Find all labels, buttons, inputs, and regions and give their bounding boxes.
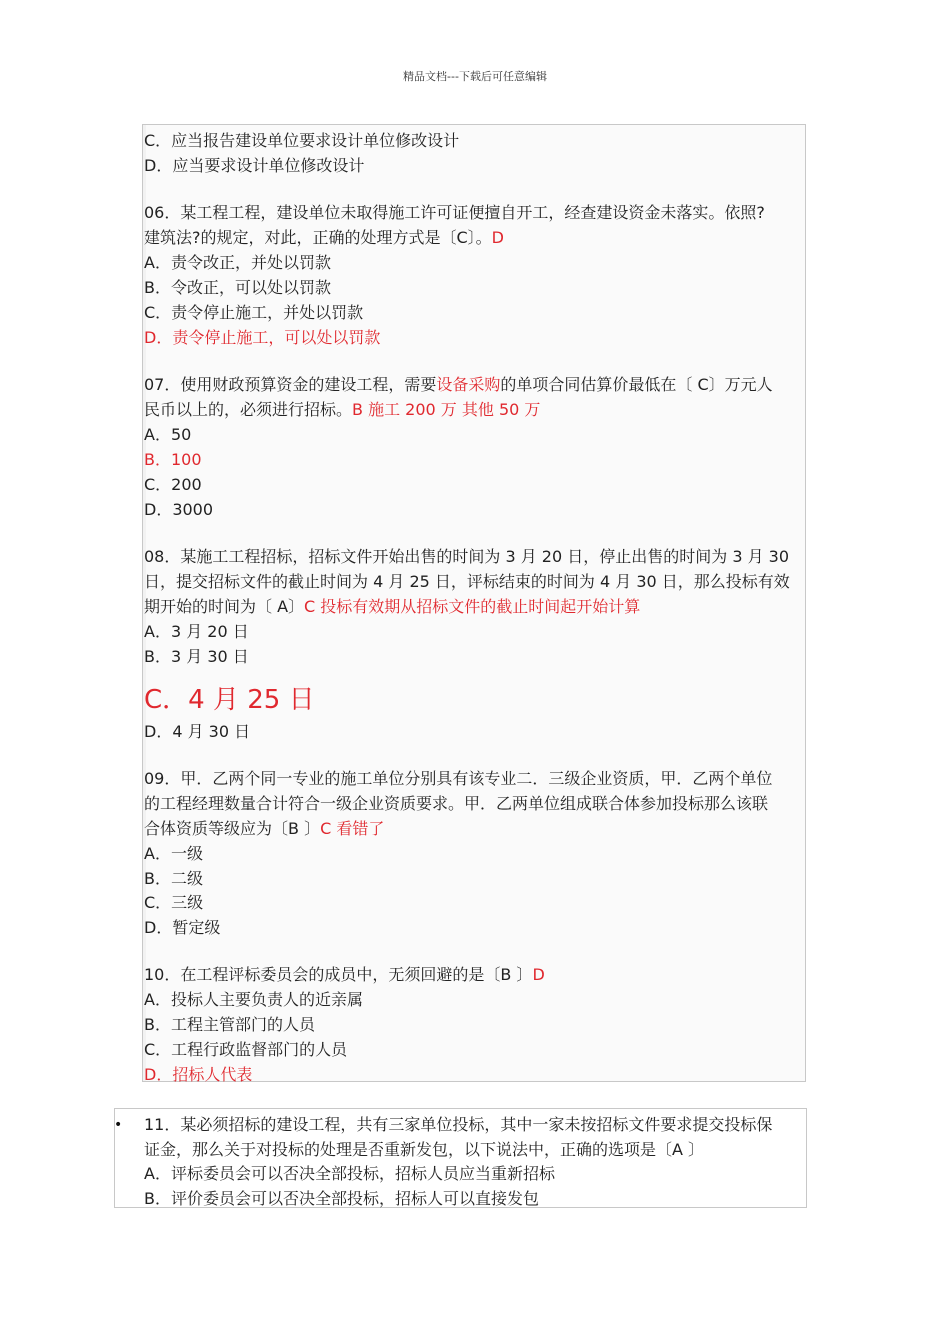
q07-option-c: C．200 — [144, 475, 202, 494]
q06-option-a: A．责令改正，并处以罚款 — [144, 253, 331, 272]
q06-stem-line2: 建筑法?的规定，对此，正确的处理方式是〔C〕。D — [144, 228, 504, 247]
q09-stem-line3: 合体资质等级应为〔B 〕C 看错了 — [144, 819, 385, 838]
q10-option-c: C．工程行政监督部门的人员 — [144, 1040, 348, 1059]
q07-option-d: D．3000 — [144, 500, 214, 519]
q11-option-a: A．评标委员会可以否决全部投标，招标人员应当重新招标 — [144, 1164, 555, 1183]
q09-option-a: A．一级 — [144, 844, 203, 863]
q09-option-c: C．三级 — [144, 893, 204, 912]
q07-stem-line1: 07．使用财政预算资金的建设工程，需要设备采购的单项合同估算价最低在〔 C〕万元人 — [144, 375, 773, 394]
q10-option-d: D．招标人代表 — [144, 1065, 253, 1084]
q10-option-a: A．投标人主要负责人的近亲属 — [144, 990, 363, 1009]
q06-stem-line1: 06．某工程工程，建设单位未取得施工许可证便擅自开工，经查建设资金未落实。依照? — [144, 203, 765, 222]
q08-option-b: B．3 月 30 日 — [144, 647, 249, 666]
q07-option-a: A．50 — [144, 425, 192, 444]
q07-option-b: B．100 — [144, 450, 202, 469]
q06-option-c: C．责令停止施工，并处以罚款 — [144, 303, 364, 322]
q06-answer-note: D — [491, 228, 504, 247]
q08-option-a: A．3 月 20 日 — [144, 622, 249, 641]
q10-option-b: B．工程主管部门的人员 — [144, 1015, 315, 1034]
q07-stem-line2: 民币以上的，必须进行招标。B 施工 200 万 其他 50 万 — [144, 400, 541, 419]
q08-option-c: C．4 月 25 日 — [144, 685, 315, 715]
q05-option-c: C．应当报告建设单位要求设计单位修改设计 — [144, 131, 460, 150]
q06-option-d: D．责令停止施工，可以处以罚款 — [144, 328, 381, 347]
q09-stem-line2: 的工程经理数量合计符合一级企业资质要求。甲．乙两单位组成联合体参加投标那么该联 — [144, 794, 769, 813]
q09-option-b: B．二级 — [144, 869, 203, 888]
q08-option-d: D．4 月 30 日 — [144, 722, 251, 741]
q08-answer-note: C 投标有效期从招标文件的截止时间起开始计算 — [304, 597, 641, 616]
q07-answer-note: B 施工 200 万 其他 50 万 — [352, 400, 541, 419]
q09-answer-note: C 看错了 — [320, 819, 385, 838]
q08-stem-line1: 08．某施工工程招标，招标文件开始出售的时间为 3 月 20 日，停止出售的时间为 3 月 30 — [144, 547, 790, 566]
q08-stem-line3: 期开始的时间为〔 A〕C 投标有效期从招标文件的截止时间起开始计算 — [144, 597, 641, 616]
q11-stem-line1: 11．某必须招标的建设工程，共有三家单位投标，其中一家未按招标文件要求提交投标保 — [144, 1115, 773, 1134]
q11-option-b: B．评价委员会可以否决全部投标，招标人可以直接发包 — [144, 1189, 539, 1208]
q08-stem-line2: 日，提交招标文件的截止时间为 4 月 25 日，评标结束的时间为 4 月 30 日，那么投标有效 — [144, 572, 790, 591]
q06-option-b: B．令改正，可以处以罚款 — [144, 278, 331, 297]
q10-answer-note: D — [532, 965, 545, 984]
q11-stem-line2: 证金，那么关于对投标的处理是否重新发包，以下说法中，正确的选项是〔A 〕 — [144, 1140, 705, 1159]
q09-stem-line1: 09．甲．乙两个同一专业的施工单位分别具有该专业二．三级企业资质，甲．乙两个单位 — [144, 769, 773, 788]
q05-option-d: D．应当要求设计单位修改设计 — [144, 156, 365, 175]
q09-option-d: D．暂定级 — [144, 918, 221, 937]
page-header: 精品文档---下载后可任意编辑 — [403, 70, 547, 83]
q07-highlight: 设备采购 — [436, 375, 501, 394]
list-bullet: • — [114, 1117, 123, 1133]
q10-stem: 10．在工程评标委员会的成员中，无须回避的是〔B 〕D — [144, 965, 545, 984]
